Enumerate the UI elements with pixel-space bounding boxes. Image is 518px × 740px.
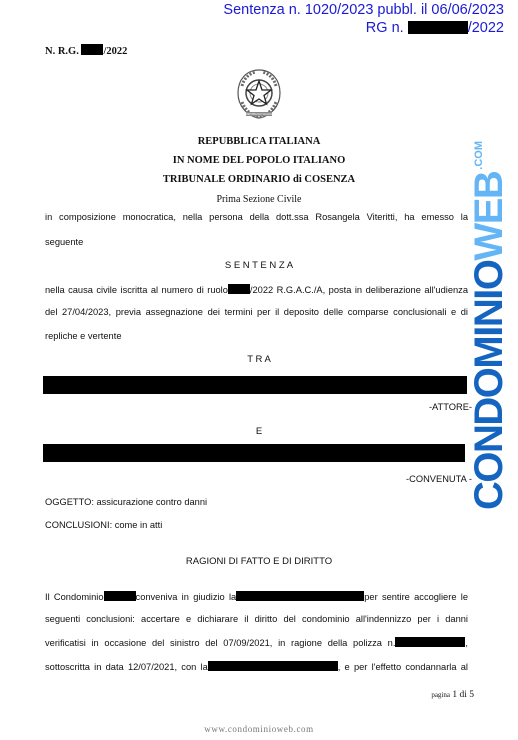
rg-header <box>366 19 504 37</box>
title-people: IN NOME DEL POPOLO ITALIANO <box>172 155 346 166</box>
redaction-bar <box>236 591 364 601</box>
rg-prefix: RG n. <box>365 20 404 36</box>
title-republic: REPUBBLICA ITALIANA <box>197 136 321 147</box>
redaction-bar <box>408 21 468 34</box>
sentenza-heading: S E N T E N Z A <box>224 260 294 271</box>
causa-line-1a: nella causa civile iscritta al numero di ruolo <box>45 285 228 295</box>
para-1c: per sentire accogliere le <box>364 592 469 602</box>
para-line-3 <box>45 637 468 648</box>
page-number <box>431 690 474 700</box>
causa-line-2: del 27/04/2023, previa assegnazione dei termini per il deposito delle comparse conclusionali e di <box>45 307 468 317</box>
condominioweb-watermark <box>453 141 511 510</box>
intro-line-2: seguente <box>45 237 84 247</box>
footer-url: www.condominioweb.com <box>204 724 314 734</box>
page-num: 1 di 5 <box>452 690 474 700</box>
causa-line-1b: /2022 R.G.A.C./A, posta in deliberazione all'udienza <box>249 285 468 295</box>
e-heading: E <box>255 426 263 437</box>
oggetto-line: OGGETTO: assicurazione contro danni <box>45 497 208 507</box>
nrg-suffix: /2022 <box>103 46 128 57</box>
para-4a: sottoscritta in data 12/07/2021, con la <box>45 662 208 672</box>
tra-heading: T R A <box>247 354 271 365</box>
para-1b: conveniva in giudizio la <box>135 592 237 602</box>
court-section: Prima Sezione Civile <box>216 194 302 205</box>
para-line-4 <box>45 661 468 672</box>
rg-suffix: /2022 <box>467 20 504 36</box>
conclusioni-line: CONCLUSIONI: come in atti <box>45 520 163 530</box>
para-line-1 <box>45 591 468 602</box>
watermark-part1: CONDOMINIO <box>467 260 511 510</box>
ragioni-heading: RAGIONI DI FATTO E DI DIRITTO <box>185 556 333 567</box>
convenuta-label: -CONVENUTA - <box>406 474 472 484</box>
intro-line-1: in composizione monocratica, nella persona della dott.ssa Rosangela Viteritti, ha emesso la <box>45 212 468 222</box>
nrg-prefix: N. R.G. <box>45 46 79 57</box>
redaction-bar-convenuta <box>43 444 465 462</box>
page-word: pagina <box>431 691 450 699</box>
redaction-bar <box>104 591 136 601</box>
para-4b: , e per l'effetto condannarla al <box>337 662 468 672</box>
publication-header: Sentenza n. 1020/2023 pubbl. il 06/06/2023 <box>223 2 504 18</box>
redaction-bar <box>81 44 103 55</box>
redaction-bar <box>208 661 338 671</box>
para-3a: verificatisi in occasione del sinistro del 07/09/2021, in ragione della polizza n. <box>45 638 396 648</box>
watermark-part2: WEB <box>467 171 511 261</box>
watermark-part3: .COM <box>473 141 485 170</box>
para-line-2: seguenti conclusioni: accertare e dichiarare il diritto del condominio all'indennizzo per i danni <box>45 614 468 624</box>
para-1a: Il Condominio <box>45 592 104 602</box>
redaction-bar-attore <box>43 376 467 394</box>
para-3b: , <box>465 638 468 648</box>
causa-line-1 <box>45 284 468 295</box>
nrg-label <box>45 44 127 57</box>
redaction-bar <box>395 637 465 647</box>
causa-line-3: repliche e vertente <box>45 331 122 341</box>
title-court: TRIBUNALE ORDINARIO di COSENZA <box>162 174 356 185</box>
svg-text:REPVBBLICA ITALIANA: REPVBBLICA ITALIANA <box>246 113 272 117</box>
attore-label: -ATTORE- <box>428 402 472 412</box>
redaction-bar <box>228 284 250 294</box>
emblem-republic-icon <box>232 66 286 122</box>
